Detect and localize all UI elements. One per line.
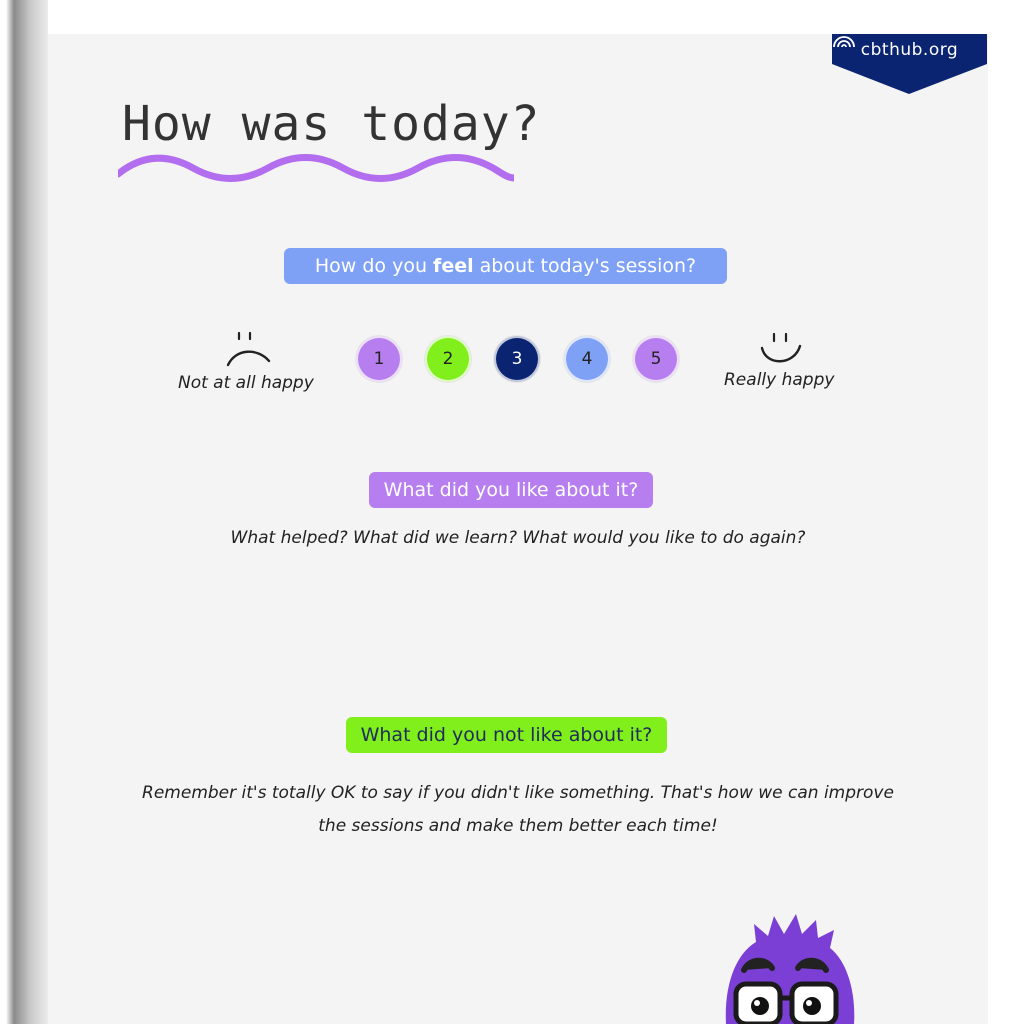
sad-face-icon <box>224 330 274 370</box>
page-title: How was today? <box>122 96 541 152</box>
not-like-prompt-line2: the sessions and make them better each time! <box>318 816 718 836</box>
feel-question-pill <box>284 248 727 284</box>
rating-option-1-label: 1 <box>373 349 385 369</box>
rating-option-2-label: 2 <box>442 349 454 369</box>
rating-option-3[interactable] <box>494 336 540 382</box>
like-prompt: What helped? What did we learn? What would you like to do again? <box>230 528 806 548</box>
rating-option-4[interactable] <box>564 336 610 382</box>
feel-question-after: about today's session? <box>473 255 697 277</box>
purple-monster-mascot-icon <box>716 914 866 1024</box>
wavy-underline <box>118 152 514 186</box>
rating-option-5[interactable] <box>633 336 679 382</box>
scale-low-label: Not at all happy <box>178 373 314 393</box>
scale-high-label: Really happy <box>724 370 835 390</box>
rating-option-5-label: 5 <box>650 349 662 369</box>
rating-option-2[interactable] <box>425 336 471 382</box>
rating-option-1[interactable] <box>356 336 402 382</box>
not-like-question-pill: What did you not like about it? <box>346 717 667 753</box>
not-like-prompt-line1: Remember it's totally OK to say if you didn't like something. That's how we can improve <box>142 783 894 803</box>
worksheet <box>48 34 988 1024</box>
rating-option-3-label: 3 <box>511 349 523 369</box>
like-question-pill: What did you like about it? <box>369 472 653 508</box>
happy-face-icon <box>758 332 804 368</box>
brand-logo-icon <box>832 34 856 48</box>
rating-option-4-label: 4 <box>581 349 593 369</box>
feel-question-before: How do you <box>314 255 434 277</box>
page-shadow <box>0 0 48 1024</box>
brand-text: cbthub.org <box>860 40 959 60</box>
brand-banner[interactable] <box>832 34 987 94</box>
feel-question-bold: feel <box>433 255 474 277</box>
